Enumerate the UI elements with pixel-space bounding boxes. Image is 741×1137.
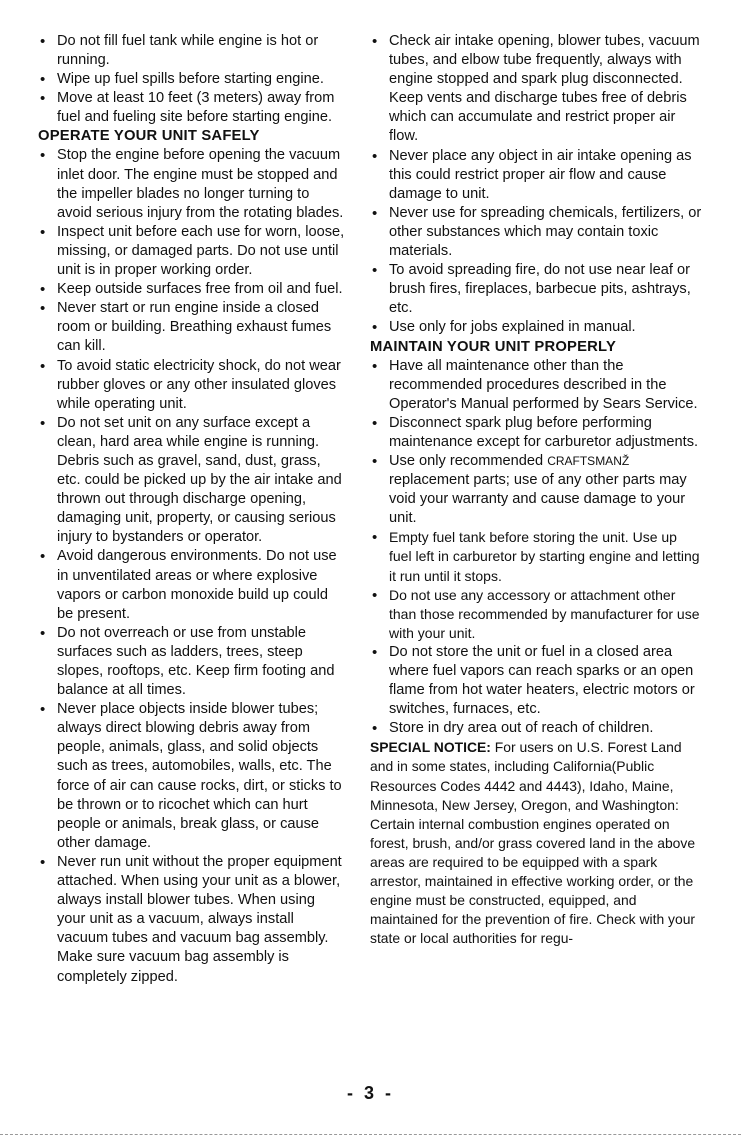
list-item: • Do not fill fuel tank while engine is hot or running. [40, 33, 319, 69]
bullet-icon: • [372, 262, 378, 280]
bullet-icon: • [372, 643, 378, 661]
section-heading-operate: OPERATE YOUR UNIT SAFELY [38, 128, 260, 145]
bullet-icon: • [40, 548, 46, 566]
bullet-icon: • [40, 414, 46, 432]
bullet-icon: • [40, 853, 46, 871]
bullet-icon: • [40, 223, 46, 241]
bullet-icon: • [40, 147, 46, 165]
section-heading-maintain: MAINTAIN YOUR UNIT PROPERLY [370, 338, 617, 355]
bullet-icon: • [40, 90, 46, 108]
list-item: • Do not use any accessory or attachment other than those recommended by manufacturer for use with your unit. [372, 586, 700, 641]
list-item: • Move at least 10 feet (3 meters) away from fuel and fueling site before starting engine. [40, 90, 335, 126]
bullet-icon: • [372, 414, 378, 432]
list-item: • Do not set unit on any surface except a clean, hard area while engine is running. Debris such as gravel, sand, dust, grass, etc. could be picked up by the air intake and thrown out through discharge opening, damaging unit, property, or causing serious injury to bystanders or operator. [40, 414, 342, 546]
list-item: • Store in dry area out of reach of children. [372, 720, 654, 738]
bullet-icon: • [40, 624, 46, 642]
list-item: • Empty fuel tank before storing the unit. Use up fuel left in carburetor by starting engine and letting it run until it stops. [372, 529, 700, 584]
list-item: • Check air intake opening, blower tubes, vacuum tubes, and elbow tube frequently, always with engine stopped and spark plug disconnected. Keep vents and discharge tubes free of debris which can accumulate and restrict proper air flow. [372, 33, 700, 145]
bullet-icon: • [372, 319, 378, 337]
right-column [370, 32, 703, 948]
bullet-icon: • [40, 701, 46, 719]
list-item: • Never run unit without the proper equipment attached. When using your unit as a blower, always install blower tubes. When using your unit as a vacuum, always install vacuum tubes and vacuum bag assembly. Make sure vacuum bag assembly is completely zipped. [40, 853, 342, 985]
list-item: • Do not store the unit or fuel in a closed area where fuel vapors can reach sparks or an open flame from hot water heaters, electric motors or switches, furnaces, etc. [372, 643, 695, 718]
bullet-icon: • [372, 452, 378, 470]
list-item: • Use only recommended CRAFTSMANŽ replacement parts; use of any other parts may void your warranty and cause damage to your unit. [372, 452, 687, 527]
list-item: • Never use for spreading chemicals, fertilizers, or other substances which may contain toxic materials. [372, 204, 702, 260]
special-notice-label: SPECIAL NOTICE: [370, 739, 491, 756]
bullet-icon: • [372, 357, 378, 375]
list-item: • Have all maintenance other than the recommended procedures described in the Operator's Manual performed by Sears Service. [372, 357, 698, 412]
bottom-divider [0, 1134, 741, 1135]
list-item: • Never place objects inside blower tubes; always direct blowing debris away from people, animals, glass, and solid objects such as trees, automobiles, walls, etc. The force of air can cause rocks, dirt, or sticks to be thrown or to ricochet which can hurt people or animals, break glass, or cause other damage. [40, 701, 342, 851]
left-column [38, 32, 346, 987]
bullet-icon: • [372, 33, 378, 50]
list-item: • Stop the engine before opening the vacuum inlet door. The engine must be stopped and the impeller blades no longer turning to avoid serious injury from the rotating blades. [40, 147, 344, 221]
list-item: • Do not overreach or use from unstable surfaces such as ladders, trees, steep slopes, rooftops, etc. Keep firm footing and balance at all times. [40, 624, 335, 699]
bullet-icon: • [40, 300, 46, 318]
special-notice: SPECIAL NOTICE: For users on U.S. Forest Land and in some states, including California(Public Resources Codes 4442 and 4443), Idaho, Maine, Minnesota, New Jersey, Oregon, and Washington: Certain internal combustion engines operated on forest, brush, and/or grass covered land in the above areas are required to be equipped with a spark arrestor, maintained in effective working order, or the engine must be constructed, equipped, and maintained for the prevention of fire. Check with your state or local authorities for regu- [370, 739, 696, 947]
list-item: • Keep outside surfaces free from oil and fuel. [40, 281, 343, 299]
bullet-icon: • [372, 147, 378, 165]
list-item: • Use only for jobs explained in manual. [372, 319, 636, 337]
list-item: • Disconnect spark plug before performing maintenance except for carburetor adjustments. [372, 414, 699, 450]
bullet-icon: • [40, 71, 46, 89]
brand-name: CRAFTSMANŽ [547, 453, 630, 468]
list-item: • Inspect unit before each use for worn, loose, missing, or damaged parts. Do not use until unit is in proper working order. [40, 223, 345, 279]
bullet-icon: • [40, 357, 46, 375]
list-item: • Never place any object in air intake opening as this could restrict proper air flow and cause damage to unit. [372, 147, 692, 202]
list-item: • To avoid spreading fire, do not use near leaf or brush fires, fireplaces, barbecue pits, ashtrays, etc. [372, 262, 691, 317]
list-item: • Avoid dangerous environments. Do not use in unventilated areas or where explosive vapors or carbon monoxide build up could be present. [40, 548, 337, 622]
list-item: • Wipe up fuel spills before starting engine. [40, 71, 324, 89]
bullet-icon: • [372, 529, 378, 547]
bullet-icon: • [372, 204, 378, 222]
list-item: • To avoid static electricity shock, do not wear rubber gloves or any other insulated gloves while operating unit. [40, 357, 341, 412]
bullet-icon: • [372, 720, 378, 738]
bullet-icon: • [40, 33, 46, 50]
bullet-icon: • [40, 281, 46, 299]
bullet-icon: • [372, 586, 378, 604]
list-item: • Never start or run engine inside a closed room or building. Breathing exhaust fumes can kill. [40, 300, 332, 355]
page-number: - 3 - [346, 1083, 394, 1103]
